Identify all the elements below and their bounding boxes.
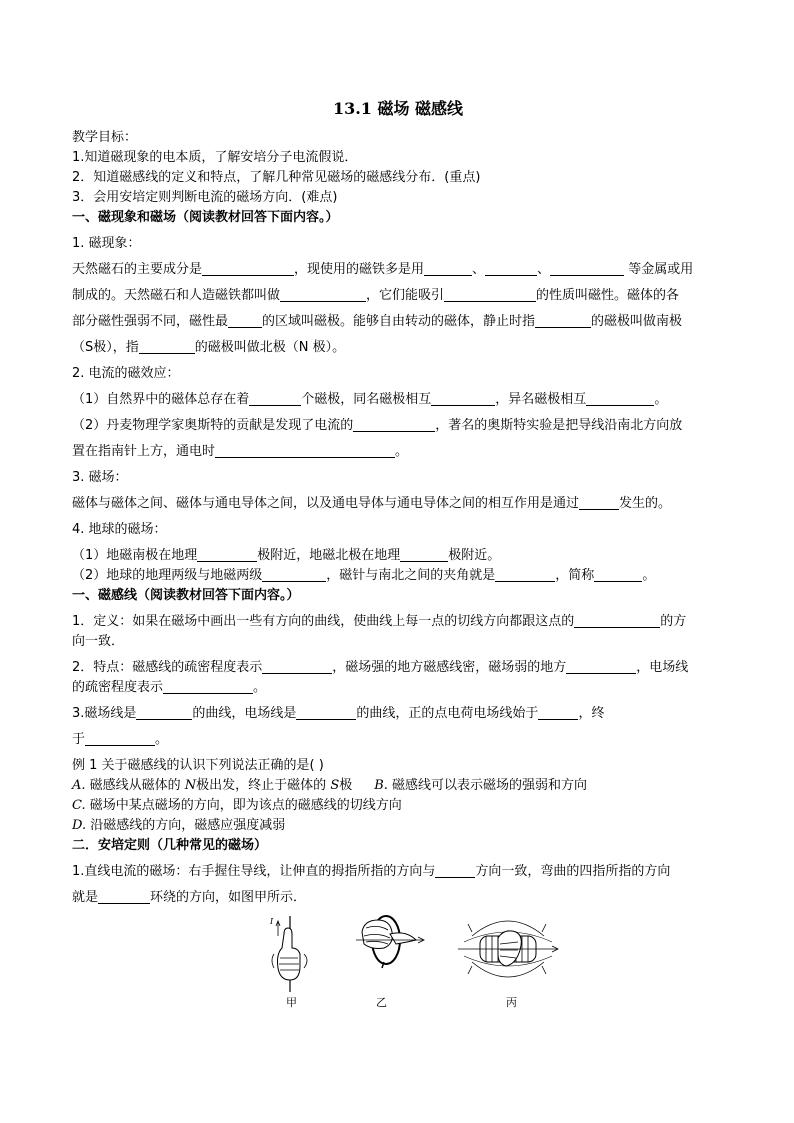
p4-heading: 4. 地球的磁场： (72, 522, 167, 537)
right-hand-rule-figures (72, 914, 724, 1009)
goal-3: 3．会用安培定则判断电流的磁场方向．(难点) (72, 190, 338, 205)
blank (566, 659, 636, 674)
blank (262, 659, 332, 674)
blank (98, 889, 150, 904)
example-options-ab: A. 磁感线从磁体的 N极出发，终止于磁体的 S极 B. 磁感线可以表示磁场的强弱和方向 (72, 778, 588, 793)
figure-caption-jia: 甲 (286, 996, 297, 1009)
blank (495, 567, 555, 582)
straight-wire-hand-figure (268, 914, 312, 994)
p1-line1: 天然磁石的主要成分是 ，现使用的磁铁多是用 、 、 等金属或用 (72, 262, 694, 277)
blank (550, 261, 624, 276)
blank (485, 261, 537, 276)
p2-line3: 置在指南针上方，通电时 。 (72, 444, 409, 459)
blank (579, 495, 619, 510)
blank (249, 391, 301, 406)
fieldline-line2: 于 。 (72, 732, 169, 747)
section3-heading: 二．安培定则（几种常见的磁场） (72, 838, 268, 853)
blank (296, 705, 356, 720)
blank (586, 391, 654, 406)
blank (594, 567, 642, 582)
worksheet-page (72, 98, 724, 1009)
current-label: I (270, 917, 274, 926)
blank (435, 863, 475, 878)
blank (280, 287, 366, 302)
p2-heading: 2. 电流的磁效应： (72, 366, 180, 381)
fieldline-line1: 3.磁场线是 的曲线，电场线是 的曲线，正的点电荷电场线始于 ，终 (72, 706, 605, 721)
goal-2: 2．知道磁感线的定义和特点，了解几种常见磁场的磁感线分布．(重点) (72, 170, 481, 185)
feature-line2: 的疏密程度表示 。 (72, 680, 267, 695)
blank (574, 613, 660, 628)
section1-heading: 一、磁现象和磁场（阅读教材回答下面内容。） (72, 210, 339, 225)
blank (535, 313, 591, 328)
p1-line3: 部分磁性强弱不同，磁性最 的区域叫磁极。能够自由转动的磁体，静止时指 的磁极叫做南极 (72, 314, 683, 329)
blank (228, 313, 262, 328)
example-option-d: D. 沿磁感线的方向，磁感应强度减弱 (72, 818, 286, 833)
blank (431, 391, 495, 406)
p2-line1: （1）自然界中的磁体总存在着 个磁极，同名磁极相互 ，异名磁极相互 。 (72, 392, 668, 407)
page-title: 13.1 磁场 磁感线 (332, 99, 464, 118)
blank (85, 731, 155, 746)
section2-heading: 一、磁感线（阅读教材回答下面内容。） (72, 588, 300, 603)
p2-line2: （2）丹麦物理学家奥斯特的贡献是发现了电流的 ，著名的奥斯特实验是把导线沿南北方向放 (72, 418, 683, 433)
p3-heading: 3. 磁场： (72, 470, 128, 485)
p1-line4: （S极），指 的磁极叫做北极（N 极）。 (72, 340, 346, 355)
blank (262, 567, 326, 582)
p4-line1: （1）地磁南极在地理 极附近，地磁北极在地理 极附近。 (72, 548, 501, 563)
p1-line2: 制成的。天然磁石和人造磁铁都叫做 ，它们能吸引 的性质叫磁性。磁体的各 (72, 288, 680, 303)
blank (538, 705, 578, 720)
blank (202, 261, 294, 276)
p3-line1: 磁体与磁体之间、磁体与通电导体之间，以及通电导体与通电导体之间的相互作用是通过 发生的。 (72, 496, 672, 511)
solenoid-hand-figure (454, 914, 562, 984)
goal-1: 1.知道磁现象的电本质，了解安培分子电流假说． (72, 150, 358, 165)
blank (444, 287, 536, 302)
blank (163, 679, 253, 694)
blank (353, 417, 435, 432)
example-option-c: C. 磁场中某点磁场的方向，即为该点的磁感线的切线方向 (72, 798, 402, 813)
blank (424, 261, 472, 276)
blank (139, 339, 195, 354)
blank (197, 547, 257, 562)
def-line2: 向一致． (72, 634, 125, 649)
example-question: 例 1 关于磁感线的认识下列说法正确的是( ) (72, 758, 324, 773)
blank (136, 705, 192, 720)
figure-caption-yi: 乙 (376, 996, 387, 1009)
def-line1: 1．定义：如果在磁场中画出一些有方向的曲线，使曲线上每一点的切线方向都跟这点的 的方 (72, 614, 687, 629)
p4-line2: （2）地球的地理两级与地磁两级 ，磁针与南北之间的夹角就是 ，简称 。 (72, 568, 656, 583)
blank (400, 547, 448, 562)
figure-caption-bing: 丙 (506, 996, 517, 1009)
goals-heading: 教学目标： (72, 130, 138, 145)
feature-line1: 2．特点：磁感线的疏密程度表示 ，磁场强的地方磁感线密，磁场弱的地方 ，电场线 (72, 660, 689, 675)
ampere-line2: 就是 环绕的方向，如图甲所示． (72, 890, 307, 905)
ampere-line1: 1.直线电流的磁场：右手握住导线，让伸直的拇指所指的方向与 方向一致，弯曲的四指所指的方向 (72, 864, 671, 879)
blank (215, 443, 395, 458)
p1-heading: 1. 磁现象： (72, 236, 141, 251)
circular-loop-hand-figure (354, 914, 426, 984)
